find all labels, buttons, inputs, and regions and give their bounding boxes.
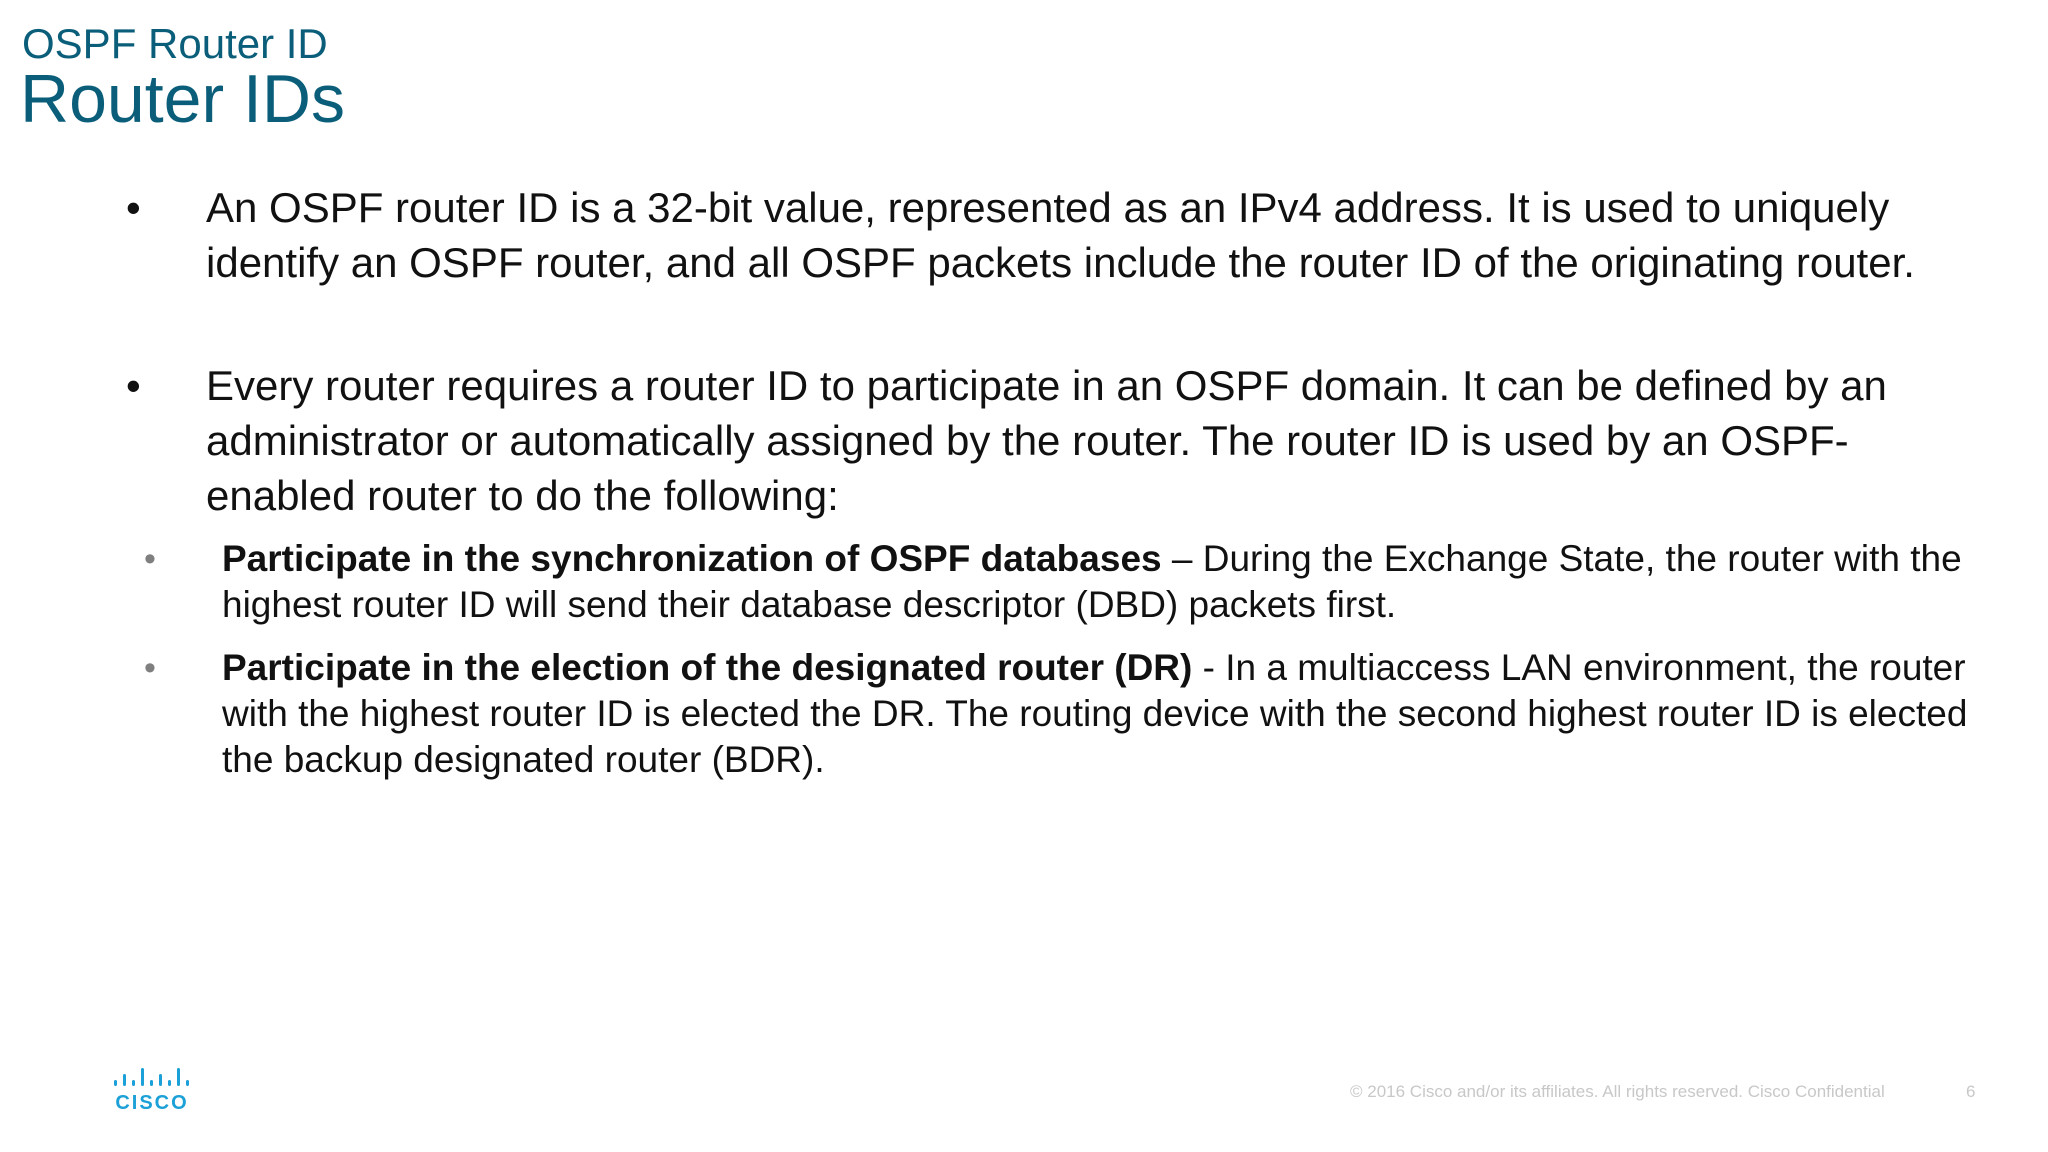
sub-bullet-marker: • — [144, 649, 156, 687]
sub-bullet-body: – During the Exchange State, the router with the highest router ID will send their database descriptor (DBD) packets first. — [222, 538, 1962, 625]
cisco-logo-icon — [112, 1066, 198, 1114]
bullet-text: An OSPF router ID is a 32-bit value, represented as an IPv4 address. It is used to uniquely identify an OSPF router, and all OSPF packets include the router ID of the originating router. — [206, 184, 1915, 286]
sub-bullet-body: - In a multiaccess LAN environment, the router with the highest router ID is elected the DR. The routing device with the second highest router ID is elected the backup designated router (BDR). — [222, 647, 1968, 780]
sub-bullet-bold-lead: Participate in the election of the designated router (DR) — [222, 647, 1193, 688]
slide-subtitle: OSPF Router ID — [22, 20, 328, 67]
sub-bullet-text — [222, 645, 1982, 783]
bullet-text: Every router requires a router ID to participate in an OSPF domain. It can be defined by an administrator or automatically assigned by the router. The router ID is used by an OSPF-enabled router to do the following: — [206, 362, 1887, 519]
cisco-logo-wordmark: CISCO — [115, 1092, 189, 1114]
footer-copyright: © 2016 Cisco and/or its affiliates. All rights reserved. Cisco Confidential — [1350, 1082, 1885, 1101]
bullet-marker: • — [126, 184, 141, 231]
slide-title: Router IDs — [20, 61, 345, 137]
sub-bullet-bold-lead: Participate in the synchronization of OSPF databases — [222, 538, 1162, 579]
sub-bullet-marker: • — [144, 540, 156, 578]
bullet-marker: • — [126, 362, 141, 409]
sub-bullet-text — [222, 536, 1982, 628]
footer-page-number: 6 — [1966, 1082, 1976, 1101]
